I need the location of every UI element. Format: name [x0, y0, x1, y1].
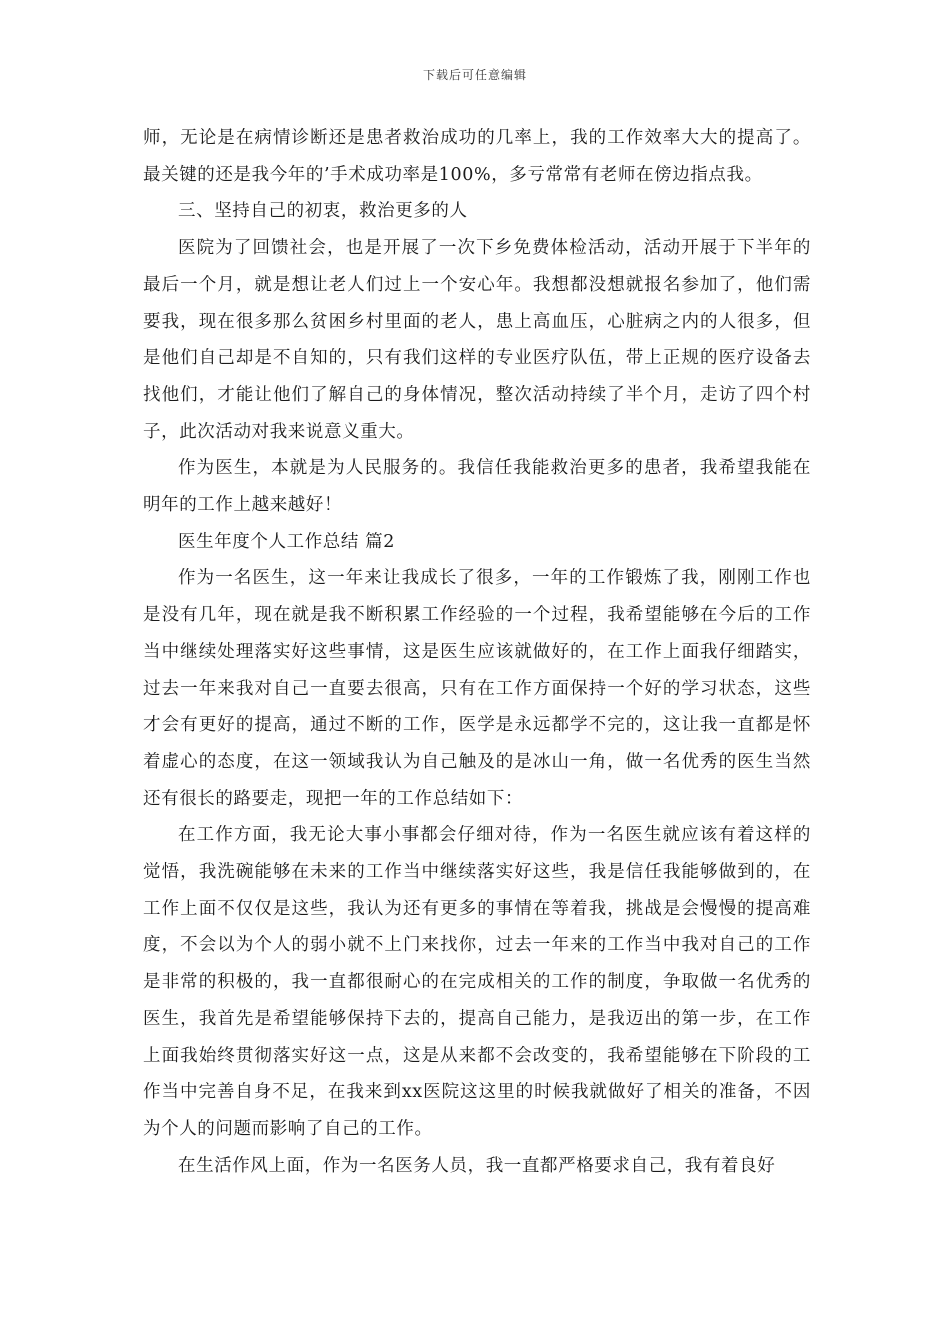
paragraph: 在生活作风上面，作为一名医务人员，我一直都严格要求自己，我有着良好 [178, 1155, 776, 1176]
paragraph: 作为一名医生，这一年来让我成长了很多，一年的工作锻炼了我，刚刚工作也是没有几年，现在就是我不断积累工作经验的一个过程，我希望能够在今后的工作当中继续处理落实好这些事情，这是医生应该就做好的，在工作上面我仔细踏实，过去一年来我对自己一直要去很高，只有在工作方面保持一个好的学习状态，这些才会有更好的提高，通过不断的工作，医学是永远都学不完的，这让我一直都是怀着虚心的态度，在这一领域我认为自己触及的是冰山一角，做一名优秀的医生当然还有很长的路要走，现把一年的工作总结如下： [143, 568, 811, 809]
section-heading: 三、坚持自己的初衷，救治更多的人 [178, 201, 468, 222]
paragraph: 作为医生，本就是为人民服务的。我信任我能救治更多的患者，我希望我能在明年的工作上越来越好！ [143, 458, 811, 516]
paragraph: 医院为了回馈社会，也是开展了一次下乡免费体检活动，活动开展于下半年的最后一个月，就是想让老人们过上一个安心年。我想都没想就报名参加了，他们需要我，现在很多那么贫困乡村里面的老人，患上高血压，心脏病之内的人很多，但是他们自己却是不自知的，只有我们这样的专业医疗队伍，带上正规的医疗设备去找他们，才能让他们了解自己的身体情况，整次活动持续了半个月，走访了四个村子，此次活动对我来说意义重大。 [143, 238, 811, 442]
paragraph: 在工作方面，我无论大事小事都会仔细对待，作为一名医生就应该有着这样的觉悟，我洗碗能够在未来的工作当中继续落实好这些，我是信任我能够做到的，在工作上面不仅仅是这些，我认为还有更多的事情在等着我，挑战是会慢慢的提高难度，不会以为个人的弱小就不上门来找你，过去一年来的工作当中我对自己的工作是非常的积极的，我一直都很耐心的在完成相关的工作的制度，争取做一名优秀的医生，我首先是希望能够保持下去的，提高自己能力，是我迈出的第一步，在工作上面我始终贯彻落实好这一点，这是从来都不会改变的，我希望能够在下阶段的工作当中完善自身不足，在我来到xx医院这这里的时候我就做好了相关的准备，不因为个人的问题而影响了自己的工作。 [143, 825, 811, 1139]
page-header: 下载后可任意编辑 [422, 68, 527, 82]
paragraph-continuation: 师，无论是在病情诊断还是患者救治成功的几率上，我的工作效率大大的提高了。最关键的还是我今年的’手术成功率是100%，多亏常常有老师在傍边指点我。 [143, 128, 811, 185]
article-subtitle: 医生年度个人工作总结 篇2 [178, 531, 395, 552]
document-body [143, 120, 811, 1184]
